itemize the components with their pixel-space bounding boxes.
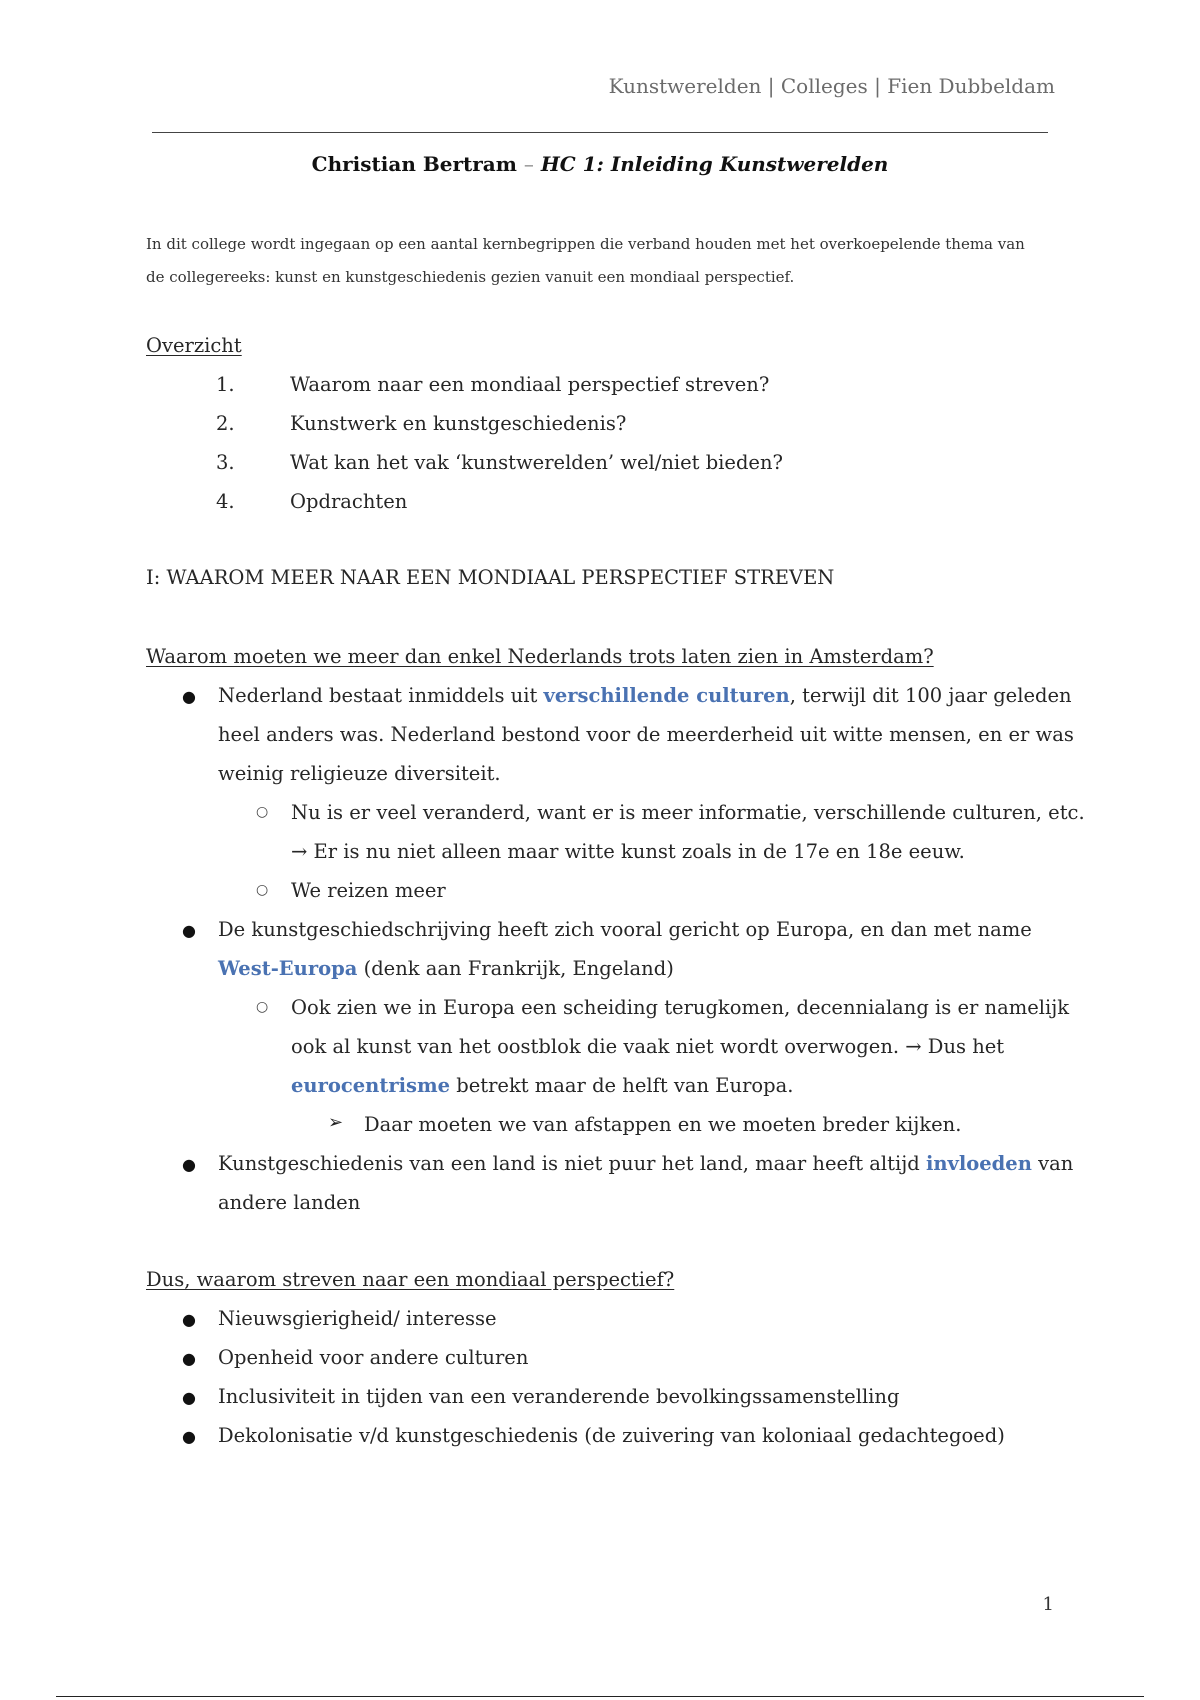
keyword-highlight: West-Europa bbox=[218, 957, 358, 980]
item-number: 1. bbox=[216, 373, 235, 396]
running-header: Kunstwerelden | Colleges | Fien Dubbeldam bbox=[608, 74, 1055, 98]
text-run: (denk aan Frankrijk, Engeland) bbox=[357, 957, 674, 980]
intro-paragraph bbox=[146, 228, 1056, 294]
text-run: betrekt maar de helft van Europa. bbox=[450, 1074, 794, 1097]
filled-disc-icon: ● bbox=[182, 1427, 196, 1446]
list-item: Dekolonisatie v/d kunstgeschiedenis (de zuivering van koloniaal gedachtegoed) bbox=[218, 1424, 1005, 1447]
filled-disc-icon: ● bbox=[182, 687, 196, 706]
bullet-text bbox=[218, 1152, 1073, 1175]
sub-bullet-text: We reizen meer bbox=[291, 879, 446, 902]
item-text: Waarom naar een mondiaal perspectief streven? bbox=[290, 373, 770, 396]
text-run: Nederland bestaat inmiddels uit bbox=[218, 684, 544, 707]
conclusion-heading: Dus, waarom streven naar een mondiaal perspectief? bbox=[146, 1268, 675, 1291]
hollow-circle-icon: ○ bbox=[256, 804, 269, 820]
document-title bbox=[0, 152, 1200, 176]
text-run: , terwijl dit 100 jaar geleden bbox=[789, 684, 1072, 707]
bullet-text: weinig religieuze diversiteit. bbox=[218, 762, 501, 785]
item-text: Wat kan het vak ‘kunstwerelden’ wel/niet bieden? bbox=[290, 451, 783, 474]
filled-disc-icon: ● bbox=[182, 1388, 196, 1407]
filled-disc-icon: ● bbox=[182, 1349, 196, 1368]
filled-disc-icon: ● bbox=[182, 1310, 196, 1329]
sub-bullet-text: Ook zien we in Europa een scheiding terugkomen, decennialang is er namelijk bbox=[291, 996, 1070, 1019]
arrowhead-icon: ➢ bbox=[328, 1112, 344, 1133]
keyword-highlight: invloeden bbox=[925, 1152, 1032, 1175]
header-rule bbox=[152, 132, 1048, 133]
item-text: Opdrachten bbox=[290, 490, 408, 513]
text-run: van bbox=[1031, 1152, 1074, 1175]
intro-line: de collegereeks: kunst en kunstgeschiedenis gezien vanuit een mondiaal perspectief. bbox=[146, 268, 795, 286]
sub-sub-bullet-text: Daar moeten we van afstappen en we moeten breder kijken. bbox=[364, 1113, 962, 1136]
bullet-text: De kunstgeschiedschrijving heeft zich vooral gericht op Europa, en dan met name bbox=[218, 918, 1032, 941]
item-text: Kunstwerk en kunstgeschiedenis? bbox=[290, 412, 627, 435]
footer-rule bbox=[56, 1696, 1144, 1697]
text-run: Kunstgeschiedenis van een land is niet puur het land, maar heeft altijd bbox=[218, 1152, 926, 1175]
bullet-text: heel anders was. Nederland bestond voor de meerderheid uit witte mensen, en er was bbox=[218, 723, 1074, 746]
bullet-text: andere landen bbox=[218, 1191, 361, 1214]
lecture-title: HC 1: Inleiding Kunstwerelden bbox=[540, 152, 889, 176]
bullet-text bbox=[218, 957, 674, 980]
speaker-name: Christian Bertram bbox=[311, 152, 517, 176]
section-heading: I: WAAROM MEER NAAR EEN MONDIAAL PERSPECTIEF STREVEN bbox=[146, 566, 835, 589]
intro-line: In dit college wordt ingegaan op een aantal kernbegrippen die verband houden met het overkoepelende thema van bbox=[146, 235, 1025, 253]
item-number: 4. bbox=[216, 490, 235, 513]
keyword-highlight: eurocentrisme bbox=[291, 1074, 451, 1097]
filled-disc-icon: ● bbox=[182, 921, 196, 940]
sub-bullet-text: ook al kunst van het oostblok die vaak niet wordt overwogen. → Dus het bbox=[291, 1035, 1005, 1058]
hollow-circle-icon: ○ bbox=[256, 882, 269, 898]
filled-disc-icon: ● bbox=[182, 1155, 196, 1174]
hollow-circle-icon: ○ bbox=[256, 999, 269, 1015]
keyword-highlight: verschillende culturen bbox=[543, 684, 790, 707]
page-number: 1 bbox=[1042, 1594, 1054, 1615]
list-item: Inclusiviteit in tijden van een veranderende bevolkingssamenstelling bbox=[218, 1385, 900, 1408]
section-question: Waarom moeten we meer dan enkel Nederlands trots laten zien in Amsterdam? bbox=[146, 645, 934, 668]
bullet-text bbox=[218, 684, 1072, 707]
overview-heading: Overzicht bbox=[146, 334, 242, 357]
title-dash: – bbox=[523, 152, 534, 176]
list-item: Nieuwsgierigheid/ interesse bbox=[218, 1307, 497, 1330]
item-number: 2. bbox=[216, 412, 235, 435]
sub-bullet-text: → Er is nu niet alleen maar witte kunst zoals in de 17e en 18e eeuw. bbox=[291, 840, 965, 863]
list-item: Openheid voor andere culturen bbox=[218, 1346, 529, 1369]
sub-bullet-text bbox=[291, 1074, 793, 1097]
sub-bullet-text: Nu is er veel veranderd, want er is meer informatie, verschillende culturen, etc. bbox=[291, 801, 1085, 824]
item-number: 3. bbox=[216, 451, 235, 474]
